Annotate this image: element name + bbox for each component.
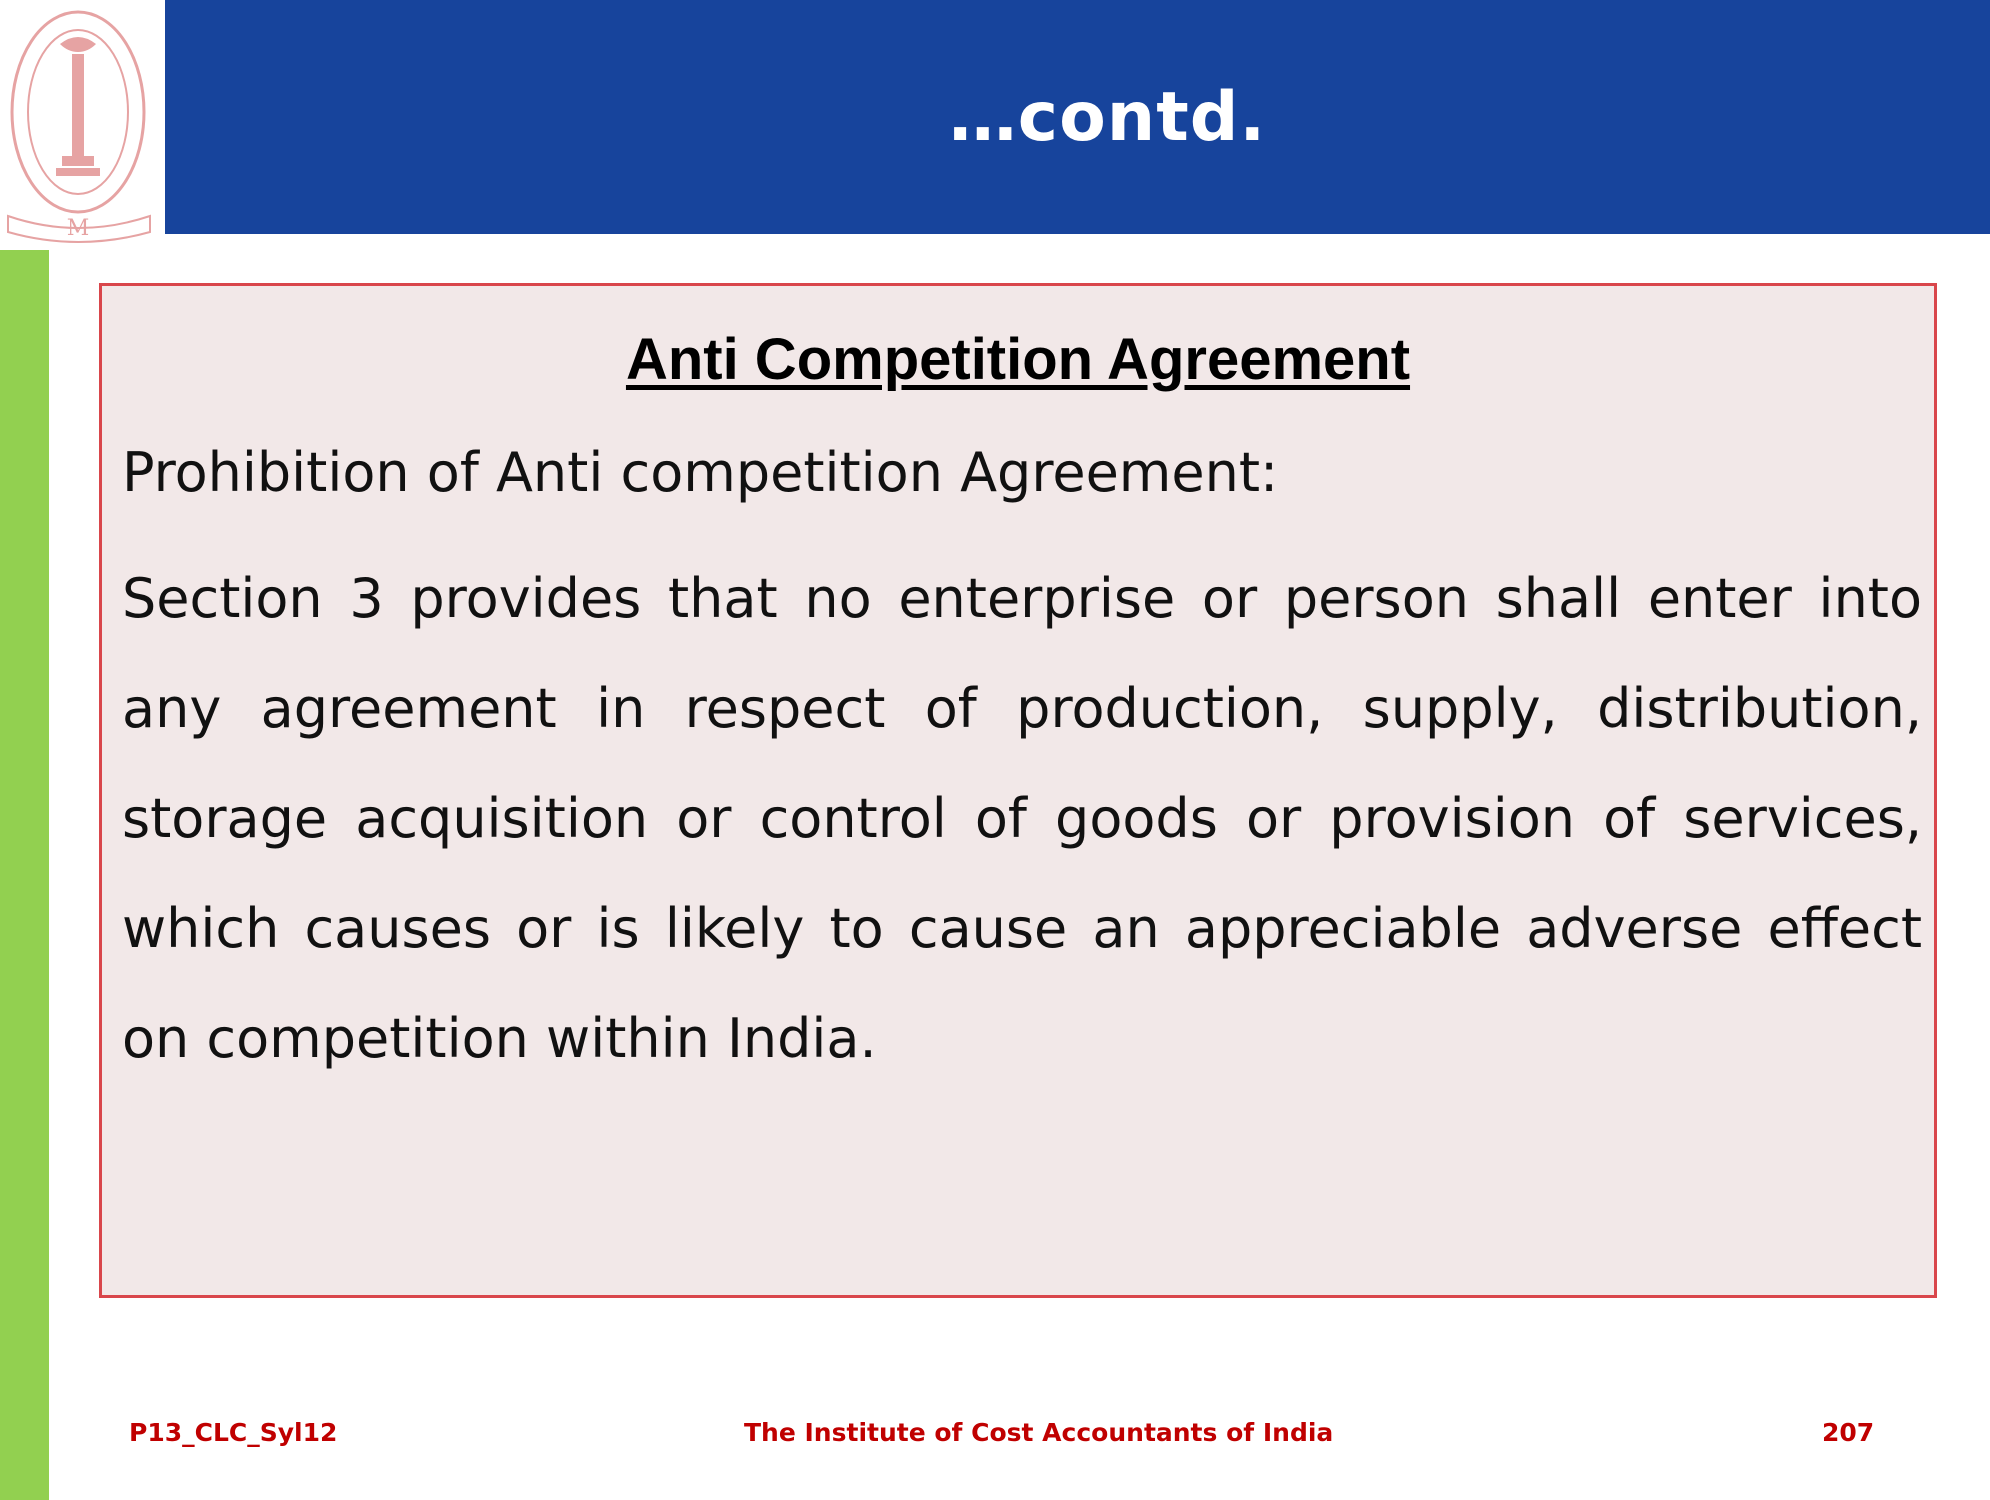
- content-paragraph: Section 3 provides that no enterprise or person shall enter into any agreement in respect of production, supply, distribution, storage acquisition or control of goods or provision of services, which causes or is likely to cause an appreciable adverse effect on competition within India.: [122, 567, 1922, 1070]
- footer-page-number: 207: [1822, 1418, 1875, 1447]
- institute-emblem-icon: [0, 0, 165, 248]
- header-bar: [165, 0, 1990, 234]
- accent-stripe: [0, 250, 49, 1500]
- footer-course-code: P13_CLC_Syl12: [129, 1418, 338, 1447]
- svg-text:M: M: [66, 216, 90, 241]
- content-box: [99, 283, 1937, 1298]
- slide-title: …contd.: [948, 77, 1267, 157]
- content-subheading: Prohibition of Anti competition Agreement:: [122, 441, 1279, 504]
- content-heading: Anti Competition Agreement: [625, 327, 1411, 392]
- footer-institute-name: The Institute of Cost Accountants of India: [744, 1418, 1334, 1447]
